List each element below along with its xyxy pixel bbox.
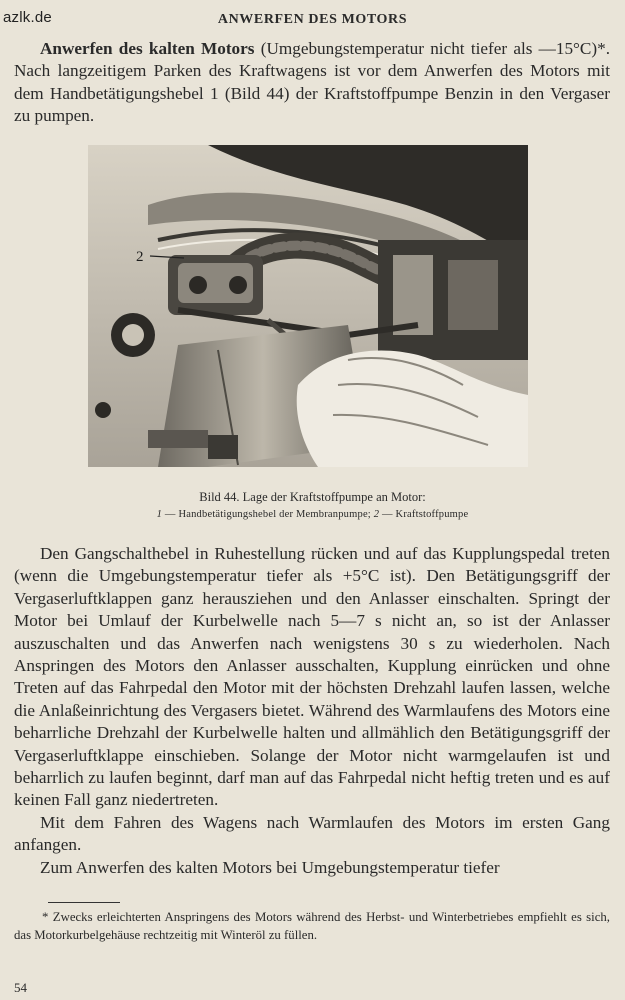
body-text: [14, 543, 610, 879]
legend-number-2: 2: [373, 509, 380, 520]
footnote: [14, 909, 610, 944]
legend-number-1: 1: [156, 509, 163, 520]
intro-paragraph: [14, 38, 610, 128]
footnote-divider: [48, 902, 120, 903]
page-header: ANWERFEN DES MOTORS: [217, 12, 408, 27]
intro-text: (Umgebungstemperatur nicht tiefer als —15°C)*. Nach langzeitigem Parken des Kraftwagens ist vor dem Anwerfen des Motors mit dem Handbetätigungshebel 1 (Bild 44) der Kraftstoffpumpe Benzin in den Vergaser zu pumpen.: [14, 39, 610, 126]
figure-caption: Bild 44. Lage der Kraftstoffpumpe an Motor:: [199, 490, 426, 504]
paragraph-cold-start: Zum Anwerfen des kalten Motors bei Umgebungstemperatur tiefer: [40, 857, 500, 877]
figure-legend: [0, 509, 625, 520]
engine-illustration: [88, 145, 528, 467]
figure-label-2: 2: [136, 249, 144, 265]
engine-fuel-pump-photo: [88, 145, 528, 467]
paragraph-first-gear: Mit dem Fahren des Wagens nach Warmlaufen des Motors im ersten Gang anfangen.: [14, 812, 610, 855]
paragraph-starting: Den Gangschalthebel in Ruhestellung rücken und auf das Kupplungspedal treten (wenn die Umgebungstemperatur tiefer als +5°C ist). Den Betätigungsgriff der Vergaserluftklappen ganz herausziehen und den Anlasser einschalten. Springt der Motor bei Umlauf der Kurbelwelle nach 5—7 s nicht an, so ist der Anlasser auszuschalten und das Anwerfen nach wenigstens 30 s zu wiederholen. Nach Anspringen des Motors den Anlasser ausschalten, Kupplung einrücken und ohne Treten auf das Fahrpedal den Motor mit der höchsten Drehzahl laufen lassen, welche die Anlaßeinrichtung des Vergasers bietet. Während des Warmlaufens des Motors eine beharrliche Drehzahl der Kurbelwelle halten und allmählich den Betätigungsgriff der Vergaserluftklappe einschieben. Solange der Motor nicht warmgelaufen ist und beharrlich zu laufen beginnt, darf man auf das Fahrpedal nicht heftig treten und es auf keinen Fall ganz niedertreten.: [14, 544, 610, 810]
footnote-text: * Zwecks erleichterten Anspringens des Motors während des Herbst- und Winterbetriebes empfiehlt es sich, das Motorkurbelgehäuse rechtzeitig mit Winteröl zu füllen.: [14, 910, 610, 942]
page-number: 54: [14, 980, 27, 995]
watermark: azlk.de: [3, 9, 52, 26]
intro-heading: Anwerfen des kalten Motors: [40, 39, 255, 58]
legend-text-2: — Kraftstoffpumpe: [379, 509, 469, 520]
legend-text-1: — Handbetätigungshebel der Membranpumpe;: [162, 509, 374, 520]
